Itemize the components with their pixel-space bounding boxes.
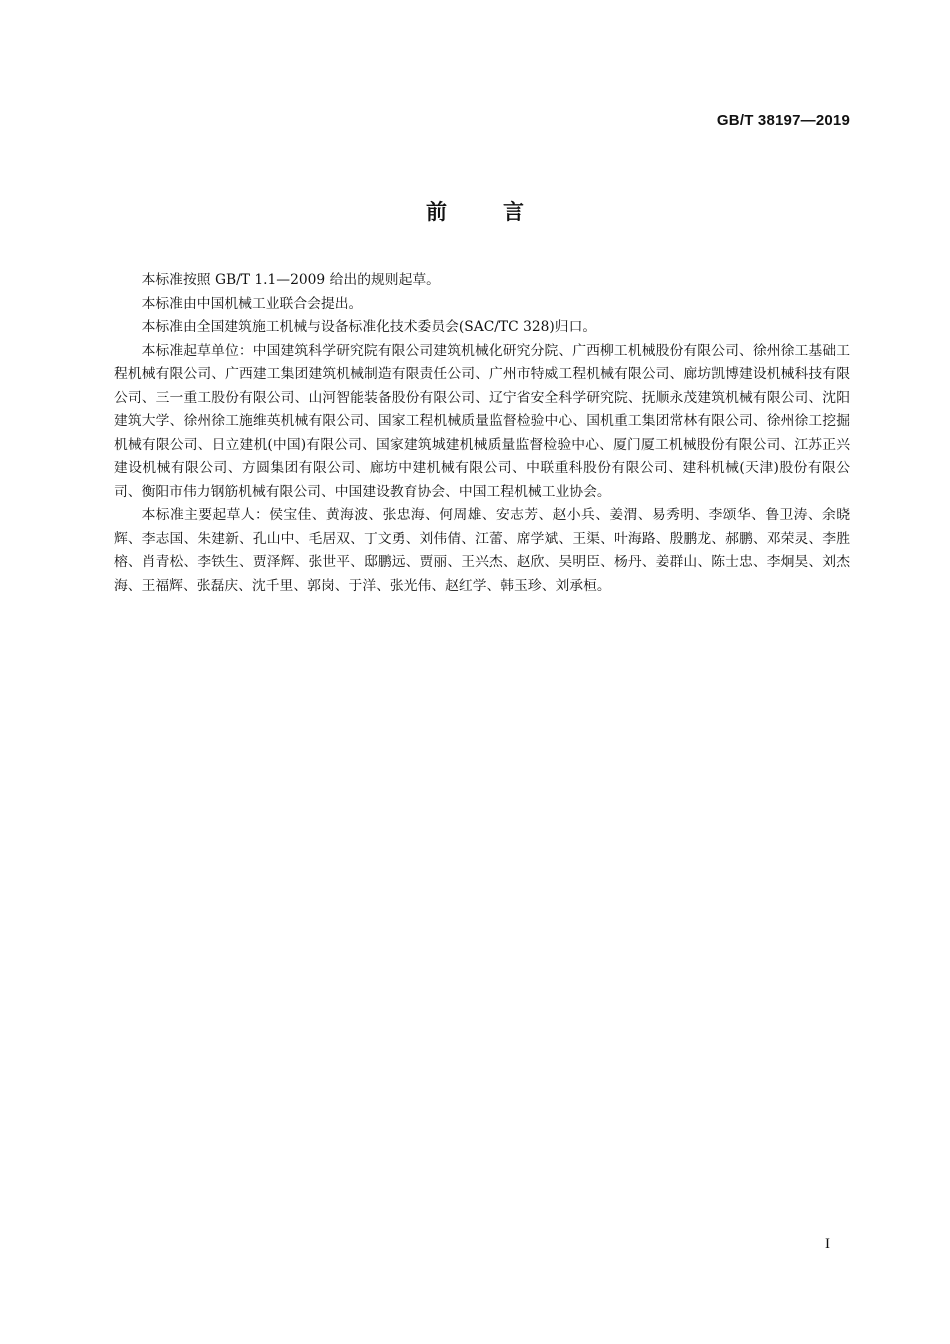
paragraph-drafting-units: 本标准起草单位：中国建筑科学研究院有限公司建筑机械化研究分院、广西柳工机械股份有限公司、徐州徐工基础工程机械有限公司、广西建工集团建筑机械制造有限责任公司、广州市特威工程机械有限公司、廊坊凯博建设机械科技有限公司、三一重工股份有限公司、山河智能装备股份有限公司、辽宁省安全科学研究院、抚顺永茂建筑机械有限公司、沈阳建筑大学、徐州徐工施维英机械有限公司、国家工程机械质量监督检验中心、国机重工集团常林有限公司、徐州徐工挖掘机械有限公司、日立建机(中国)有限公司、国家建筑城建机械质量监督检验中心、厦门厦工机械股份有限公司、江苏正兴建设机械有限公司、方圆集团有限公司、廊坊中建机械有限公司、中联重科股份有限公司、建科机械(天津)股份有限公司、衡阳市伟力钢筋机械有限公司、中国建设教育协会、中国工程机械工业协会。 [114,342,850,500]
paragraph-drafting-rules: 本标准按照 GB/T 1.1—2009 给出的规则起草。 [141,272,440,288]
page-title: 前言 [426,200,580,224]
paragraph-proposer: 本标准由中国机械工业联合会提出。 [141,295,363,312]
foreword-body [114,269,850,598]
paragraph-main-drafters: 本标准主要起草人：侯宝佳、黄海波、张忠海、何周雄、安志芳、赵小兵、姜渭、易秀明、李颂华、鲁卫涛、余晓辉、李志国、朱建新、孔山中、毛居双、丁文勇、刘伟倩、江蕾、席学斌、王渠、叶海路、殷鹏龙、郝鹏、邓荣灵、李胜榕、肖青松、李铁生、贾泽辉、张世平、邸鹏远、贾丽、王兴杰、赵欣、吴明臣、杨丹、姜群山、陈士忠、李炯昊、刘杰海、王福辉、张磊庆、沈千里、郭岗、于洋、张光伟、赵红学、韩玉珍、刘承桓。 [114,507,850,594]
standard-number: GB/T 38197—2019 [716,112,850,129]
paragraph-centralized-by: 本标准由全国建筑施工机械与设备标准化技术委员会(SAC/TC 328)归口。 [141,319,597,335]
page-number: I [825,1236,830,1252]
